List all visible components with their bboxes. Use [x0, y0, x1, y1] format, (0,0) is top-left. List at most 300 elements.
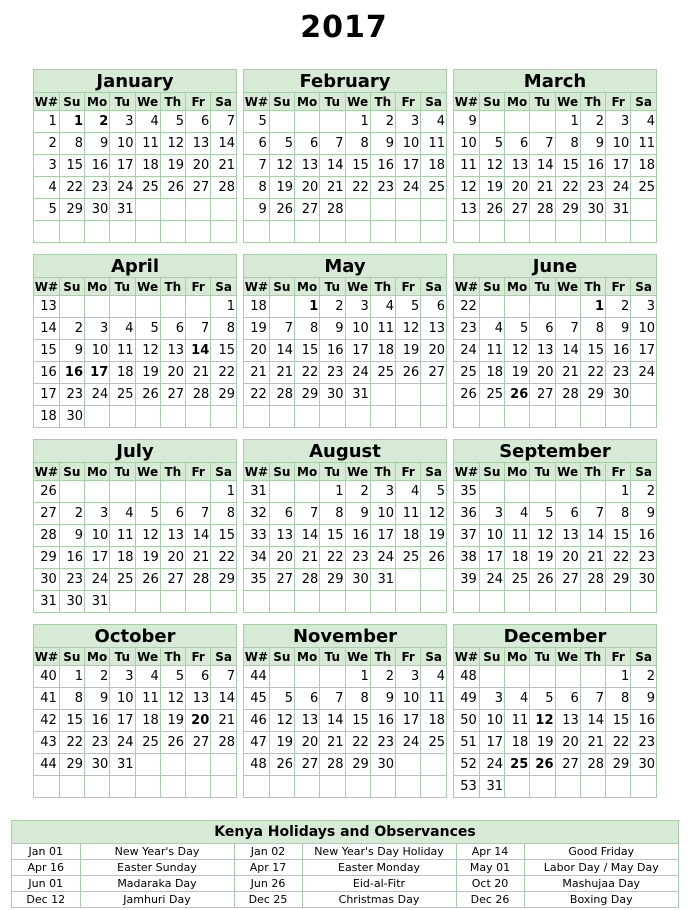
week-number: 49 — [454, 688, 479, 710]
day-cell — [505, 111, 530, 133]
day-cell — [479, 406, 504, 428]
day-cell — [421, 406, 446, 428]
day-cell: 7 — [295, 503, 320, 525]
day-cell: 4 — [479, 318, 504, 340]
week-number-header: W# — [34, 279, 59, 294]
week-number: 17 — [34, 384, 59, 406]
day-cell: 5 — [530, 503, 555, 525]
day-cell: 27 — [555, 569, 580, 591]
day-cell — [269, 221, 294, 243]
day-cell — [421, 221, 446, 243]
day-cell — [85, 776, 110, 798]
holiday-name: Labor Day / May Day — [524, 860, 678, 876]
day-cell: 17 — [370, 525, 395, 547]
day-cell: 18 — [421, 710, 446, 732]
holiday-date: Apr 17 — [234, 860, 302, 876]
day-cell — [110, 221, 135, 243]
day-cell: 29 — [606, 569, 631, 591]
week-number: 30 — [34, 569, 59, 591]
day-cell: 31 — [606, 199, 631, 221]
day-cell: 22 — [555, 177, 580, 199]
day-cell: 15 — [211, 340, 236, 362]
holiday-date: Apr 16 — [12, 860, 80, 876]
day-cell: 4 — [396, 481, 421, 503]
day-cell: 10 — [370, 503, 395, 525]
day-cell: 6 — [186, 666, 211, 688]
weekday-header: Th — [160, 648, 185, 666]
day-cell: 9 — [85, 688, 110, 710]
day-cell: 28 — [269, 384, 294, 406]
day-cell: 23 — [85, 732, 110, 754]
week-row — [34, 503, 236, 525]
day-cell: 2 — [606, 296, 631, 318]
day-cell — [479, 666, 504, 688]
day-cell: 11 — [421, 133, 446, 155]
day-cell: 31 — [370, 569, 395, 591]
week-number: 13 — [34, 296, 59, 318]
day-cell — [555, 776, 580, 798]
day-cell: 27 — [186, 732, 211, 754]
day-cell: 2 — [85, 111, 110, 133]
month-title: December — [454, 625, 656, 648]
week-number — [244, 406, 269, 428]
week-row — [34, 155, 236, 177]
weekday-header: Tu — [530, 278, 555, 296]
day-cell: 19 — [479, 177, 504, 199]
day-cell: 29 — [295, 384, 320, 406]
month-grid — [454, 463, 656, 612]
day-cell: 20 — [555, 547, 580, 569]
weekday-header: Tu — [110, 93, 135, 111]
day-cell: 10 — [85, 340, 110, 362]
day-cell: 25 — [631, 177, 656, 199]
weekday-header: Sa — [631, 93, 656, 111]
day-cell: 11 — [110, 340, 135, 362]
day-cell — [160, 221, 185, 243]
week-number: 26 — [34, 481, 59, 503]
month-title: August — [244, 440, 446, 463]
day-cell — [110, 296, 135, 318]
day-cell: 7 — [580, 688, 605, 710]
day-cell — [631, 591, 656, 613]
weekday-header: Mo — [85, 463, 110, 481]
day-cell: 30 — [345, 569, 370, 591]
day-cell: 7 — [186, 503, 211, 525]
day-cell: 29 — [211, 384, 236, 406]
day-cell: 23 — [370, 732, 395, 754]
week-number — [244, 221, 269, 243]
day-cell — [396, 754, 421, 776]
weekday-header: Su — [479, 93, 504, 111]
day-cell: 21 — [580, 547, 605, 569]
day-cell: 14 — [580, 525, 605, 547]
day-cell: 19 — [269, 732, 294, 754]
day-cell — [555, 591, 580, 613]
day-cell: 12 — [135, 340, 160, 362]
week-row — [454, 754, 656, 776]
week-row — [454, 481, 656, 503]
month-march — [453, 69, 657, 243]
day-cell: 11 — [135, 133, 160, 155]
week-number: 35 — [454, 481, 479, 503]
day-cell: 27 — [295, 754, 320, 776]
day-cell: 30 — [580, 199, 605, 221]
day-cell: 4 — [135, 111, 160, 133]
day-cell: 7 — [530, 133, 555, 155]
day-cell — [160, 199, 185, 221]
holiday-date: Jan 01 — [28, 845, 63, 858]
day-cell: 19 — [160, 155, 185, 177]
day-cell — [631, 776, 656, 798]
day-cell: 15 — [59, 710, 84, 732]
week-row — [454, 155, 656, 177]
weekday-header: Th — [160, 278, 185, 296]
day-cell: 19 — [530, 547, 555, 569]
day-cell — [160, 296, 185, 318]
day-cell: 14 — [320, 710, 345, 732]
week-number: 31 — [244, 481, 269, 503]
week-number: 4 — [34, 177, 59, 199]
day-cell: 19 — [135, 547, 160, 569]
day-cell — [295, 776, 320, 798]
day-cell: 13 — [186, 133, 211, 155]
day-cell — [606, 776, 631, 798]
week-number: 26 — [454, 384, 479, 406]
weekday-header: Fr — [396, 648, 421, 666]
day-cell: 20 — [505, 177, 530, 199]
day-cell: 5 — [135, 318, 160, 340]
day-cell: 26 — [160, 732, 185, 754]
month-grid — [34, 648, 236, 797]
day-cell: 11 — [421, 688, 446, 710]
day-cell — [530, 406, 555, 428]
weekday-header: Tu — [320, 463, 345, 481]
week-number: 44 — [34, 754, 59, 776]
day-cell — [606, 406, 631, 428]
day-cell: 16 — [370, 155, 395, 177]
day-cell: 22 — [580, 362, 605, 384]
week-number: 45 — [244, 688, 269, 710]
day-cell: 26 — [505, 384, 530, 406]
weekday-header-row — [454, 278, 656, 296]
day-cell: 22 — [59, 177, 84, 199]
day-cell: 5 — [160, 666, 185, 688]
day-cell — [370, 776, 395, 798]
day-cell: 21 — [186, 362, 211, 384]
day-cell: 23 — [370, 177, 395, 199]
day-cell: 12 — [530, 710, 555, 732]
day-cell: 10 — [631, 318, 656, 340]
day-cell: 12 — [479, 155, 504, 177]
week-row — [244, 547, 446, 569]
day-cell — [186, 406, 211, 428]
holiday-date: Dec 12 — [12, 892, 80, 908]
weekday-header: Fr — [606, 93, 631, 111]
day-cell: 14 — [211, 688, 236, 710]
week-number: 42 — [34, 710, 59, 732]
day-cell: 12 — [269, 710, 294, 732]
day-cell: 25 — [421, 732, 446, 754]
month-title: September — [454, 440, 656, 463]
day-cell: 31 — [110, 754, 135, 776]
week-number: 34 — [244, 547, 269, 569]
day-cell: 22 — [320, 547, 345, 569]
day-cell — [186, 776, 211, 798]
week-number: 32 — [244, 503, 269, 525]
day-cell: 20 — [269, 547, 294, 569]
week-number: 3 — [34, 155, 59, 177]
week-number: 10 — [454, 133, 479, 155]
day-cell — [530, 111, 555, 133]
month-title: November — [244, 625, 446, 648]
day-cell: 28 — [530, 199, 555, 221]
day-cell: 2 — [345, 481, 370, 503]
day-cell — [211, 776, 236, 798]
week-number: 25 — [454, 362, 479, 384]
weekday-header: Th — [580, 463, 605, 481]
weekday-header: We — [555, 463, 580, 481]
day-cell — [580, 406, 605, 428]
day-cell: 10 — [110, 688, 135, 710]
weekday-header: Th — [370, 93, 395, 111]
week-row — [244, 754, 446, 776]
day-cell: 25 — [135, 732, 160, 754]
week-row — [244, 318, 446, 340]
month-grid — [34, 463, 236, 612]
week-row — [454, 340, 656, 362]
week-number: 36 — [454, 503, 479, 525]
day-cell: 28 — [580, 754, 605, 776]
weekday-header-row — [454, 648, 656, 666]
weekday-header: Mo — [295, 648, 320, 666]
day-cell — [370, 591, 395, 613]
weekday-header: Th — [370, 648, 395, 666]
day-cell: 30 — [370, 754, 395, 776]
day-cell — [396, 569, 421, 591]
day-cell: 14 — [580, 710, 605, 732]
day-cell — [555, 296, 580, 318]
day-cell: 16 — [85, 710, 110, 732]
day-cell: 13 — [505, 155, 530, 177]
holidays-title: Kenya Holidays and Observances — [12, 821, 678, 844]
week-row — [454, 591, 656, 613]
day-cell — [211, 221, 236, 243]
weekday-header: Fr — [186, 463, 211, 481]
weekday-header: Su — [479, 463, 504, 481]
day-cell: 13 — [295, 155, 320, 177]
day-cell: 21 — [295, 547, 320, 569]
weekday-header: Su — [269, 93, 294, 111]
day-cell — [59, 221, 84, 243]
day-cell: 18 — [396, 525, 421, 547]
day-cell: 6 — [421, 296, 446, 318]
day-cell: 17 — [631, 340, 656, 362]
day-cell — [320, 111, 345, 133]
day-cell: 1 — [580, 296, 605, 318]
month-april — [33, 254, 237, 428]
weekday-header: Mo — [85, 648, 110, 666]
day-cell: 28 — [211, 732, 236, 754]
day-cell — [85, 481, 110, 503]
week-number: 21 — [244, 362, 269, 384]
weekday-header: We — [555, 278, 580, 296]
weekday-header: Mo — [85, 93, 110, 111]
day-cell: 16 — [606, 340, 631, 362]
month-grid — [34, 93, 236, 242]
week-number: 40 — [34, 666, 59, 688]
week-number-header: W# — [454, 279, 479, 294]
day-cell: 26 — [135, 569, 160, 591]
weekday-header: Tu — [530, 93, 555, 111]
day-cell: 9 — [345, 503, 370, 525]
day-cell: 8 — [59, 133, 84, 155]
day-cell — [59, 296, 84, 318]
day-cell: 15 — [295, 340, 320, 362]
day-cell: 13 — [555, 710, 580, 732]
day-cell: 26 — [269, 754, 294, 776]
day-cell: 13 — [160, 340, 185, 362]
day-cell — [421, 591, 446, 613]
week-number: 23 — [454, 318, 479, 340]
day-cell — [530, 296, 555, 318]
day-cell: 23 — [85, 177, 110, 199]
day-cell — [160, 776, 185, 798]
weekday-header: Fr — [606, 648, 631, 666]
day-cell: 15 — [211, 525, 236, 547]
weekday-header-row — [244, 648, 446, 666]
day-cell: 1 — [295, 296, 320, 318]
day-cell: 21 — [211, 155, 236, 177]
day-cell: 21 — [580, 732, 605, 754]
day-cell: 29 — [320, 569, 345, 591]
day-cell: 6 — [555, 688, 580, 710]
holiday-name: Jamhuri Day — [80, 892, 234, 908]
day-cell: 4 — [421, 111, 446, 133]
day-cell — [269, 666, 294, 688]
weekday-header: Sa — [211, 463, 236, 481]
weekday-header: We — [135, 278, 160, 296]
day-cell: 6 — [160, 503, 185, 525]
day-cell — [186, 481, 211, 503]
holidays-table — [12, 844, 678, 907]
week-row — [34, 688, 236, 710]
day-cell — [479, 591, 504, 613]
day-cell: 23 — [631, 732, 656, 754]
weekday-header: Tu — [320, 648, 345, 666]
week-number-header: W# — [34, 649, 59, 664]
day-cell — [160, 754, 185, 776]
weekday-header-row — [454, 463, 656, 481]
day-cell: 16 — [631, 525, 656, 547]
week-number: 20 — [244, 340, 269, 362]
day-cell: 11 — [505, 710, 530, 732]
week-row — [244, 340, 446, 362]
day-cell — [295, 591, 320, 613]
day-cell: 1 — [211, 481, 236, 503]
day-cell: 7 — [555, 318, 580, 340]
day-cell: 23 — [320, 362, 345, 384]
day-cell: 15 — [59, 155, 84, 177]
day-cell: 3 — [396, 666, 421, 688]
day-cell: 27 — [160, 569, 185, 591]
day-cell — [421, 384, 446, 406]
day-cell: 4 — [110, 318, 135, 340]
day-cell: 24 — [396, 177, 421, 199]
day-cell — [555, 406, 580, 428]
week-row — [34, 362, 236, 384]
day-cell: 24 — [606, 177, 631, 199]
day-cell: 27 — [530, 384, 555, 406]
week-number — [244, 776, 269, 798]
weekday-header: We — [135, 463, 160, 481]
day-cell: 24 — [85, 384, 110, 406]
day-cell: 29 — [345, 754, 370, 776]
week-row — [454, 732, 656, 754]
day-cell — [505, 406, 530, 428]
day-cell: 24 — [85, 569, 110, 591]
week-row — [454, 688, 656, 710]
day-cell: 21 — [320, 732, 345, 754]
day-cell: 18 — [479, 362, 504, 384]
day-cell: 17 — [85, 362, 110, 384]
week-number: 1 — [34, 111, 59, 133]
day-cell: 24 — [110, 177, 135, 199]
week-row — [244, 199, 446, 221]
day-cell — [186, 591, 211, 613]
day-cell: 8 — [320, 503, 345, 525]
day-cell: 9 — [370, 688, 395, 710]
week-row — [244, 710, 446, 732]
day-cell: 2 — [320, 296, 345, 318]
day-cell: 14 — [530, 155, 555, 177]
day-cell: 1 — [320, 481, 345, 503]
weekday-header: Th — [580, 648, 605, 666]
week-row — [34, 133, 236, 155]
week-row — [454, 569, 656, 591]
week-row — [454, 503, 656, 525]
week-row — [34, 340, 236, 362]
day-cell: 18 — [110, 547, 135, 569]
holiday-row — [12, 892, 678, 908]
day-cell: 21 — [555, 362, 580, 384]
day-cell: 23 — [631, 547, 656, 569]
week-number: 16 — [34, 362, 59, 384]
day-cell: 25 — [479, 384, 504, 406]
week-row — [244, 221, 446, 243]
week-number — [454, 406, 479, 428]
weekday-header: Th — [370, 278, 395, 296]
day-cell: 8 — [606, 503, 631, 525]
day-cell: 26 — [396, 362, 421, 384]
day-cell — [186, 296, 211, 318]
day-cell: 1 — [345, 111, 370, 133]
day-cell — [505, 591, 530, 613]
day-cell: 30 — [59, 406, 84, 428]
weekday-header: Tu — [320, 278, 345, 296]
day-cell — [396, 199, 421, 221]
week-row — [34, 710, 236, 732]
month-october — [33, 624, 237, 798]
day-cell: 7 — [211, 666, 236, 688]
day-cell: 20 — [295, 177, 320, 199]
day-cell: 29 — [59, 199, 84, 221]
week-row — [244, 406, 446, 428]
day-cell: 6 — [505, 133, 530, 155]
month-title: June — [454, 255, 656, 278]
day-cell: 11 — [135, 688, 160, 710]
day-cell: 1 — [555, 111, 580, 133]
day-cell: 13 — [530, 340, 555, 362]
